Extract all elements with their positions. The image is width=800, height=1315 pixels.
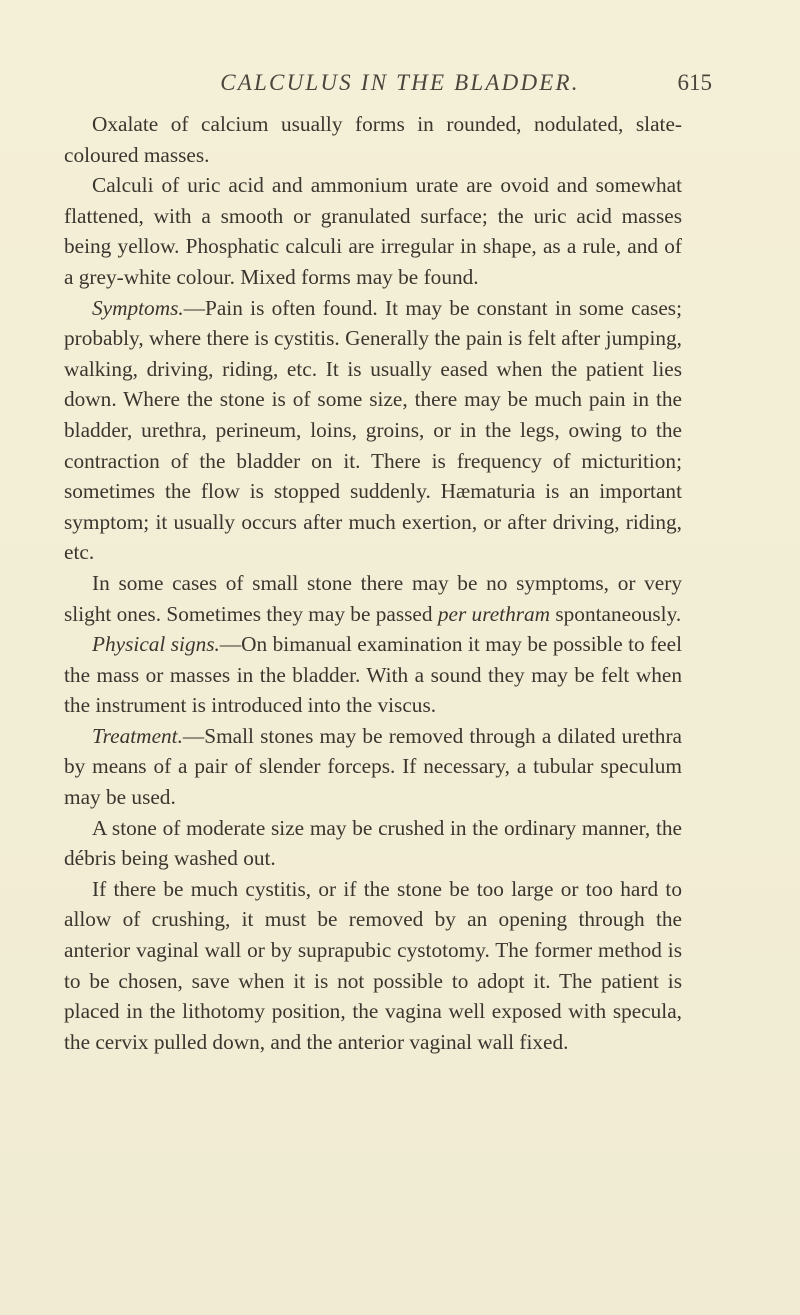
treatment-heading: Treatment. — [92, 723, 183, 748]
paragraph-small-stone — [64, 568, 682, 629]
paragraph-uric-acid: Calculi of uric acid and ammonium urate are ovoid and somewhat flattened, with a smooth or granulated surface; the uric acid masses being yellow. Phosphatic calculi are irregular in shape, as a rule, and of a grey-white colour. Mixed forms may be found. — [64, 173, 682, 289]
running-title: CALCULUS IN THE BLADDER. — [220, 70, 580, 95]
physical-signs-heading: Physical signs. — [92, 632, 220, 657]
small-stone-text-before: In some cases of small stone there may be no symptoms, or very slight ones. Sometimes they may be passed — [64, 570, 682, 626]
paragraph-symptoms — [64, 293, 682, 568]
page-header — [100, 70, 712, 100]
paragraph-oxalate: Oxalate of calcium usually forms in rounded, nodulated, slate-coloured masses. — [64, 112, 682, 167]
treatment-text: —Small stones may be removed through a dilated urethra by means of a pair of slender forceps. If necessary, a tubular speculum may be used. — [64, 723, 682, 810]
symptoms-text: —Pain is often found. It may be constant in some cases; probably, where there is cystitis. Generally the pain is felt after jumping, walking, driving, riding, etc. It is usually eased when the patient lies down. Where the stone is of some size, there may be much pain in the bladder, urethra, perineum, loins, groins, or in the legs, owing to the contraction of the bladder on it. There is frequency of micturition; sometimes the flow is stopped suddenly. Hæmaturia is an important symptom; it usually occurs after much exertion, or after driving, riding, etc. — [64, 295, 682, 565]
page-number: 615 — [677, 70, 712, 95]
paragraph-cystitis: If there be much cystitis, or if the stone be too large or too hard to allow of crushing, it must be removed by an opening through the anterior vaginal wall or by suprapubic cystotomy. The former method is to be chosen, save when it is not possible to adopt it. The patient is placed in the lithotomy position, the vagina well exposed with specula, the cervix pulled down, and the anterior vaginal wall fixed. — [64, 876, 682, 1054]
small-stone-text-after: spontaneously. — [550, 601, 682, 626]
per-urethram-term: per urethram — [437, 601, 551, 626]
physical-signs-text: —On bimanual examination it may be possible to feel the mass or masses in the bladder. With a sound they may be felt when the instrument is introduced into the viscus. — [64, 632, 682, 718]
symptoms-heading: Symptoms. — [92, 295, 184, 320]
paragraph-physical-signs — [64, 629, 682, 721]
paragraph-treatment — [64, 721, 682, 813]
body-text — [64, 109, 682, 1057]
paragraph-crushing: A stone of moderate size may be crushed in the ordinary manner, the débris being washed out. — [64, 815, 682, 871]
